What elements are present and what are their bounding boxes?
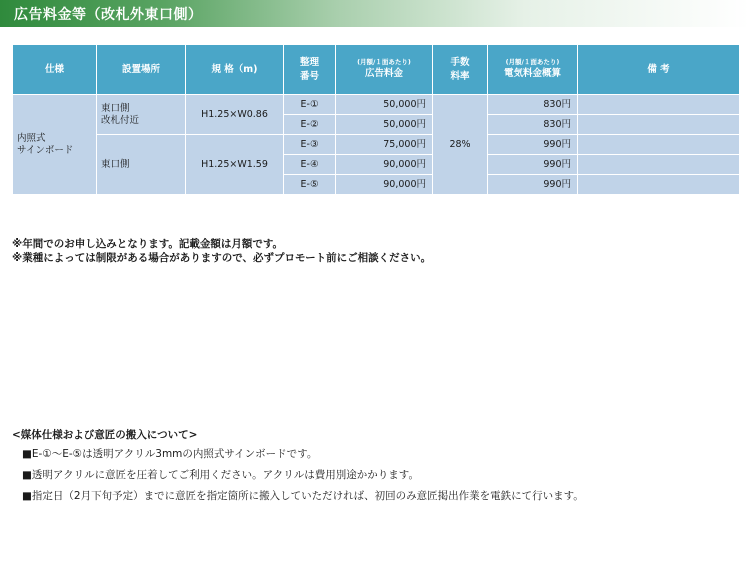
list-item: ■指定日（2月下旬予定）までに意匠を指定箇所に搬入していただければ、初回のみ意匠掲出作業を電鉄にて行います。 [22,490,584,502]
cell-ad-fee: 90,000円 [336,155,433,175]
title-bar [0,0,750,27]
cell-number: E-③ [284,135,336,155]
cell-electric: 990円 [488,155,578,175]
cell-remarks [578,115,740,135]
cell-spec [13,95,97,195]
bullet-list [22,444,584,507]
cell-location [97,95,186,135]
cell-size: H1.25×W1.59 [186,135,284,195]
note-industry: ※業種によっては制限がある場合がありますので、必ずプロモート前にご相談ください。 [12,252,432,264]
header-electric-label: 電気料金概算 [503,68,561,79]
cell-remarks [578,95,740,115]
cell-size: H1.25×W0.86 [186,95,284,135]
cell-remarks [578,135,740,155]
notes [12,237,431,265]
list-item: ■E-①～E-⑤は透明アクリル3mmの内照式サインボードです。 [22,448,318,460]
cell-ad-fee: 75,000円 [336,135,433,155]
note-annual: ※年間でのお申し込みとなります。記載金額は月額です。 [12,238,284,250]
cell-ad-fee: 50,000円 [336,95,433,115]
cell-location-line2: 改札付近 [101,114,140,126]
header-size: 規 格（m) [186,45,284,95]
cell-fee-rate: 28% [433,95,488,195]
page-title: 広告料金等（改札外東口側） [14,7,203,23]
header-number-line2: 番号 [299,70,319,82]
header-fee-rate-line1: 手数 [450,56,470,68]
cell-number: E-② [284,115,336,135]
header-fee-rate-line2: 料率 [450,70,470,82]
header-number [284,45,336,95]
cell-spec-line1: 内照式 [17,132,46,144]
cell-number: E-① [284,95,336,115]
cell-electric: 830円 [488,115,578,135]
ad-rate-table [12,44,740,195]
cell-ad-fee: 90,000円 [336,175,433,195]
cell-location: 東口側 [97,135,186,195]
table-row [13,135,740,155]
cell-number: E-④ [284,155,336,175]
table-header-row [13,45,740,95]
cell-location-line1: 東口側 [101,102,130,114]
header-spec: 仕様 [13,45,97,95]
header-electric-note: (月額/１面あたり) [505,58,560,66]
cell-electric: 990円 [488,175,578,195]
cell-spec-line2: サインボード [17,144,74,156]
table-row [13,95,740,115]
header-ad-fee [336,45,433,95]
header-number-line1: 整理 [299,56,319,68]
section-heading: <媒体仕様および意匠の搬入について> [12,429,198,441]
header-fee-rate [433,45,488,95]
cell-remarks [578,175,740,195]
cell-ad-fee: 50,000円 [336,115,433,135]
list-item: ■透明アクリルに意匠を圧着してご利用ください。アクリルは費用別途かかります。 [22,469,419,481]
cell-number: E-⑤ [284,175,336,195]
header-electric [488,45,578,95]
cell-electric: 990円 [488,135,578,155]
cell-remarks [578,155,740,175]
header-location: 設置場所 [97,45,186,95]
header-remarks: 備 考 [578,45,740,95]
header-ad-fee-note: (月額/１面あたり) [357,58,411,66]
header-ad-fee-label: 広告料金 [364,68,403,79]
cell-electric: 830円 [488,95,578,115]
